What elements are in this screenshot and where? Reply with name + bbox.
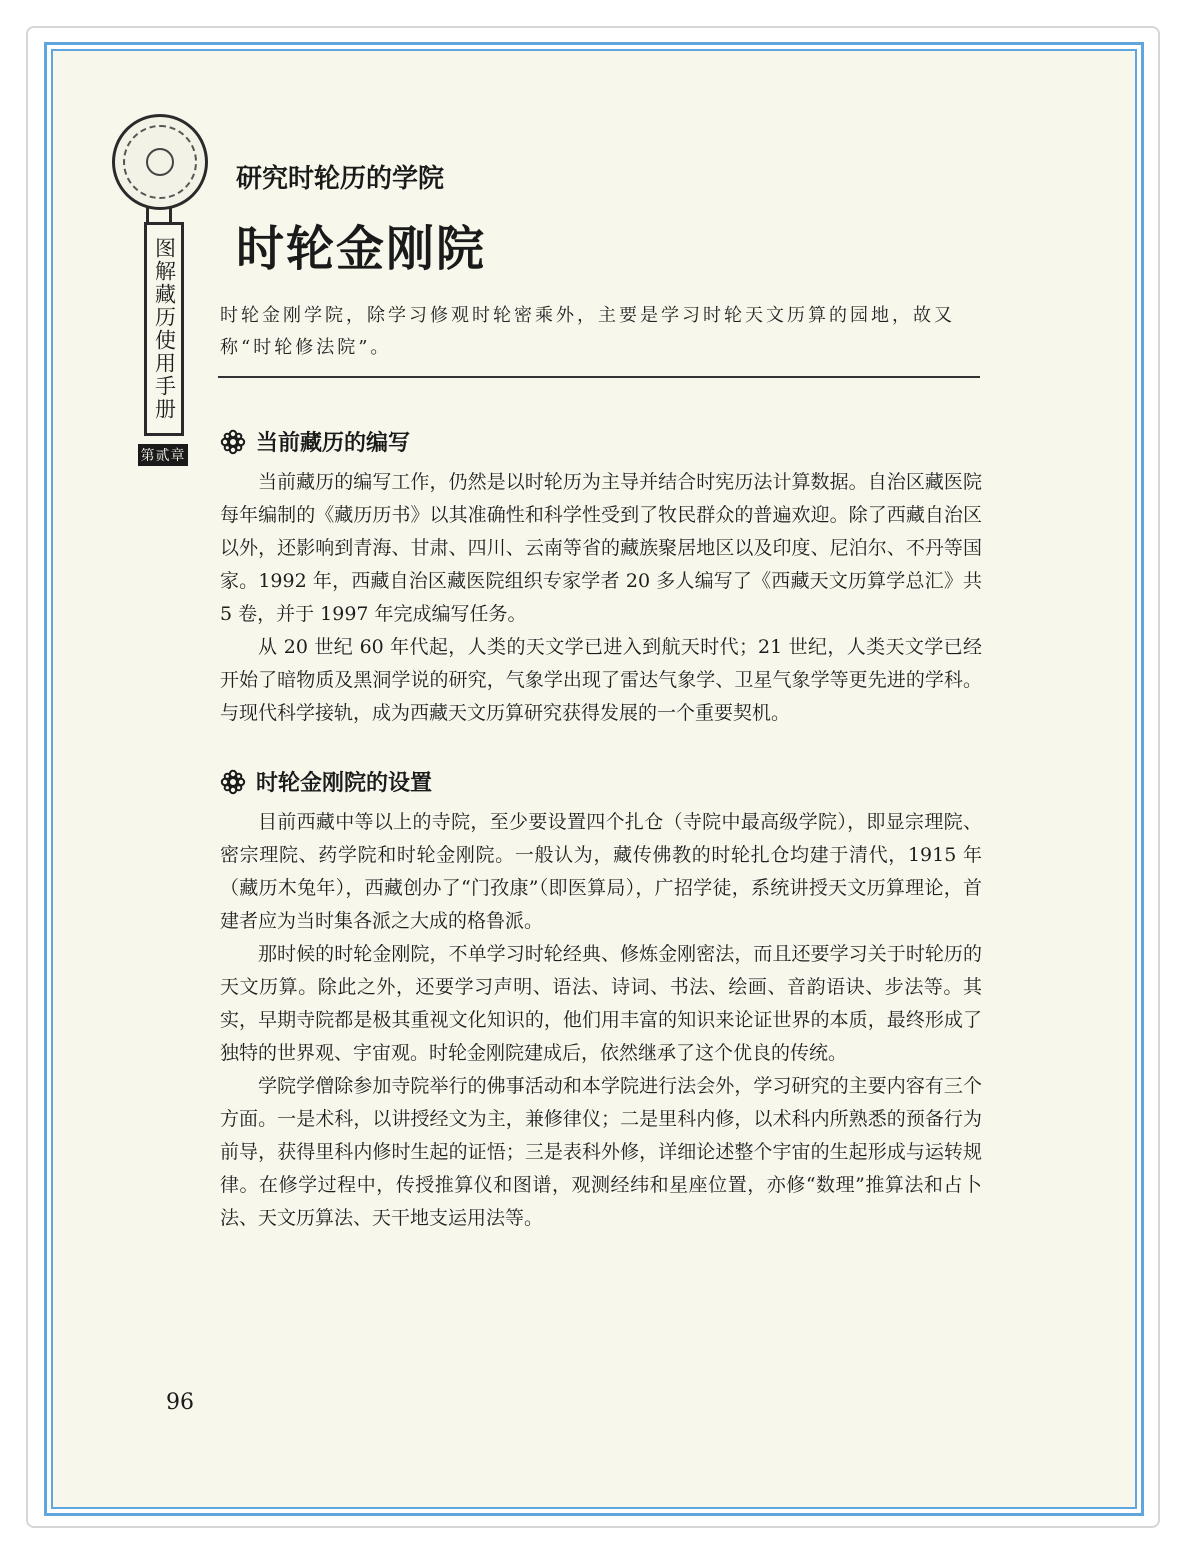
section-1-body <box>220 466 982 730</box>
divider <box>218 376 980 378</box>
section-heading-2 <box>220 766 432 797</box>
flower-icon <box>220 429 246 455</box>
chapter-tag: 第贰章 <box>138 444 188 466</box>
page-title: 时轮金刚院 <box>236 221 487 277</box>
book-title: 图解藏历使用手册 <box>152 237 177 421</box>
book-sidebar <box>108 110 212 470</box>
flower-icon <box>220 769 246 795</box>
paragraph: 目前西藏中等以上的寺院，至少要设置四个扎仓（寺院中最高级学院），即显宗理院、密宗理院、药学院和时轮金刚院。一般认为，藏传佛教的时轮扎仓均建于清代，1915 年（藏历木兔年），西藏创办了“门孜康”（即医算局），广招学徒，系统讲授天文历算理论，首建者应为当时集各派之大成的格鲁派。 <box>220 811 982 932</box>
paragraph: 学院学僧除参加寺院举行的佛事活动和本学院进行法会外，学习研究的主要内容有三个方面。一是术科，以讲授经文为主，兼修律仪；二是里科内修，以术科内所熟悉的预备行为前导，获得里科内修时生起的证悟；三是表科外修，详细论述整个宇宙的生起形成与运转规律。在修学过程中，传授推算仪和图谱，观测经纬和星座位置，亦修“数理”推算法和占卜法、天文历算法、天干地支运用法等。 <box>220 1075 982 1229</box>
intro-text: 时轮金刚学院，除学习修观时轮密乘外，主要是学习时轮天文历算的园地，故又称“时轮修法院”。 <box>220 305 955 358</box>
section-heading-text: 时轮金刚院的设置 <box>256 770 433 796</box>
page-subtitle: 研究时轮历的学院 <box>236 164 445 194</box>
round-seal-icon <box>112 114 208 210</box>
page-paper <box>51 49 1137 1509</box>
paragraph: 当前藏历的编写工作，仍然是以时轮历为主导并结合时宪历法计算数据。自治区藏医院每年编制的《藏历历书》以其准确性和科学性受到了牧民群众的普遍欢迎。除了西藏自治区以外，还影响到青海、甘肃、四川、云南等省的藏族聚居地区以及印度、尼泊尔、不丹等国家。1992 年，西藏自治区藏医院组织专家学者 20 多人编写了《西藏天文历算学总汇》共 5 卷，并于 1997 年完成编写任务。 <box>220 471 982 625</box>
paragraph: 从 20 世纪 60 年代起，人类的天文学已进入到航天时代；21 世纪，人类天文学已经开始了暗物质及黑洞学说的研究，气象学出现了雷达气象学、卫星气象学等更先进的学科。与现代科学接轨，成为西藏天文历算研究获得发展的一个重要契机。 <box>220 636 982 724</box>
paragraph: 那时候的时轮金刚院，不单学习时轮经典、修炼金刚密法，而且还要学习关于时轮历的天文历算。除此之外，还要学习声明、语法、诗词、书法、绘画、音韵语诀、步法等。其实，早期寺院都是极其重视文化知识的，他们用丰富的知识来论证世界的本质，最终形成了独特的世界观、宇宙观。时轮金刚院建成后，依然继承了这个优良的传统。 <box>220 943 982 1064</box>
section-heading-1 <box>220 426 410 457</box>
page-number: 96 <box>166 1390 194 1415</box>
section-2-body <box>220 806 982 1235</box>
section-heading-text: 当前藏历的编写 <box>256 430 411 456</box>
book-title-box <box>144 222 184 436</box>
